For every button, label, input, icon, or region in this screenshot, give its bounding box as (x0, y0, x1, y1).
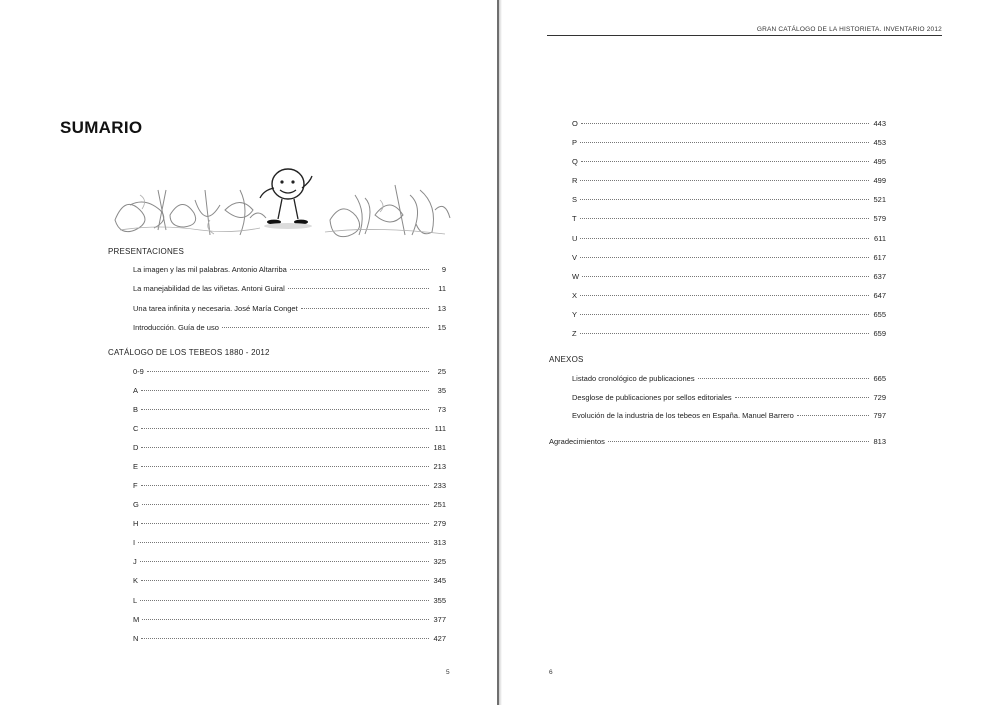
toc-entry[interactable] (572, 214, 886, 225)
toc-entry-label: Y (572, 310, 578, 319)
toc-entry-page: 655 (873, 310, 886, 319)
toc-entry-page: 427 (433, 634, 446, 643)
dot-leader (141, 466, 429, 467)
toc-entry[interactable] (133, 405, 446, 416)
section-heading-catalogo: CATÁLOGO DE LOS TEBEOS 1880 - 2012 (108, 348, 270, 357)
toc-entry-page: 25 (437, 367, 446, 376)
toc-entry[interactable] (572, 176, 886, 187)
toc-entry-page: 659 (873, 329, 886, 338)
toc-entry[interactable] (572, 291, 886, 302)
dot-leader (581, 161, 869, 162)
toc-entry-page: 111 (434, 424, 446, 433)
dot-leader (142, 619, 429, 620)
toc-entry-label: J (133, 557, 137, 566)
toc-entry-label: V (572, 253, 578, 262)
toc-entry-label: N (133, 634, 139, 643)
toc-entry[interactable] (572, 310, 886, 321)
toc-entry-label: K (133, 576, 139, 585)
toc-entry[interactable] (572, 329, 886, 340)
dot-leader (301, 308, 429, 309)
toc-entry[interactable] (572, 234, 886, 245)
toc-entry-label: G (133, 500, 139, 509)
toc-entry-page: 617 (873, 253, 886, 262)
dot-leader (222, 327, 429, 328)
toc-entry-page: 13 (437, 304, 446, 313)
toc-entry-label: X (572, 291, 578, 300)
toc-entry[interactable] (133, 284, 446, 295)
toc-entry-page: 647 (873, 291, 886, 300)
toc-entry-label: P (572, 138, 578, 147)
toc-entry-label: O (572, 119, 578, 128)
toc-entry-label: Q (572, 157, 578, 166)
dot-leader (580, 238, 869, 239)
toc-entry-label: Desglose de publicaciones por sellos editoriales (572, 393, 732, 402)
toc-entry[interactable] (133, 500, 446, 511)
toc-entry-label: U (572, 234, 578, 243)
dot-leader (582, 276, 869, 277)
toc-entry[interactable] (133, 443, 446, 454)
toc-entry-page: 325 (433, 557, 446, 566)
toc-entry[interactable] (572, 119, 886, 130)
toc-entry-label: R (572, 176, 578, 185)
toc-entry-page: 355 (433, 596, 446, 605)
toc-entry-label: C (133, 424, 139, 433)
toc-entry[interactable] (133, 538, 446, 549)
dot-leader (580, 295, 869, 296)
dot-leader (290, 269, 429, 270)
toc-entry[interactable] (133, 615, 446, 626)
toc-entry[interactable] (133, 386, 446, 397)
toc-entry-page: 251 (433, 500, 446, 509)
dot-leader (797, 415, 869, 416)
toc-entry-label: Evolución de la industria de los tebeos en España. Manuel Barrero (572, 411, 794, 420)
toc-entry[interactable] (133, 557, 446, 568)
toc-entry-label: F (133, 481, 138, 490)
toc-entry-label: 0-9 (133, 367, 144, 376)
dot-leader (138, 542, 429, 543)
toc-entry-page: 813 (873, 437, 886, 446)
page-number: 5 (446, 669, 450, 676)
section-heading-anexos: ANEXOS (549, 355, 584, 364)
toc-entry[interactable] (572, 411, 886, 422)
toc-entry-page: 313 (433, 538, 446, 547)
toc-entry[interactable] (572, 272, 886, 283)
toc-entry-page: 213 (433, 462, 446, 471)
toc-entry-label: T (572, 214, 577, 223)
toc-entry[interactable] (133, 481, 446, 492)
toc-entry-page: 611 (874, 234, 886, 243)
dot-leader (580, 199, 869, 200)
toc-entry[interactable] (572, 195, 886, 206)
toc-entry-acknowledgements[interactable] (549, 437, 886, 448)
dot-leader (141, 580, 429, 581)
toc-entry[interactable] (133, 596, 446, 607)
right-page (502, 0, 1000, 705)
dot-leader (140, 600, 429, 601)
toc-entry[interactable] (572, 393, 886, 404)
dot-leader (580, 314, 869, 315)
dot-leader (147, 371, 429, 372)
toc-entry[interactable] (133, 265, 446, 276)
toc-entry-page: 729 (873, 393, 886, 402)
header-rule (547, 35, 942, 36)
toc-entry-label: H (133, 519, 139, 528)
dot-leader (141, 447, 429, 448)
toc-entry[interactable] (133, 424, 446, 435)
toc-entry-page: 521 (873, 195, 886, 204)
dot-leader (140, 561, 429, 562)
dot-leader (141, 485, 429, 486)
cartoon-illustration (110, 160, 452, 242)
dot-leader (288, 288, 429, 289)
toc-entry-page: 637 (873, 272, 886, 281)
dot-leader (141, 409, 429, 410)
toc-entry-page: 73 (437, 405, 446, 414)
toc-entry-page: 233 (433, 481, 446, 490)
page-number: 6 (549, 669, 553, 676)
toc-entry[interactable] (572, 157, 886, 168)
toc-entry-label: D (133, 443, 139, 452)
toc-entry-label: S (572, 195, 578, 204)
toc-entry-page: 579 (873, 214, 886, 223)
toc-entry-label: Agradecimientos (549, 437, 605, 446)
toc-entry-page: 453 (873, 138, 886, 147)
dot-leader (141, 428, 429, 429)
dot-leader (142, 504, 429, 505)
dot-leader (580, 218, 869, 219)
toc-entry-page: 11 (438, 284, 446, 293)
toc-entry[interactable] (572, 374, 886, 385)
dot-leader (580, 333, 869, 334)
toc-entry-label: M (133, 615, 140, 624)
section-heading-presentaciones: PRESENTACIONES (108, 247, 184, 256)
toc-entry-label: B (133, 405, 139, 414)
toc-entry[interactable] (133, 634, 446, 645)
toc-entry-page: 345 (433, 576, 446, 585)
dot-leader (580, 257, 869, 258)
dot-leader (141, 638, 429, 639)
toc-entry[interactable] (572, 253, 886, 264)
toc-entry-page: 9 (441, 265, 446, 274)
toc-entry-page: 15 (437, 323, 446, 332)
toc-entry-label: I (133, 538, 136, 547)
left-page (0, 0, 497, 705)
toc-entry-label: A (133, 386, 139, 395)
toc-entry[interactable] (133, 462, 446, 473)
toc-entry[interactable] (133, 576, 446, 587)
toc-entry-label: Introducción. Guía de uso (133, 323, 219, 332)
toc-entry-label: La manejabilidad de las viñetas. Antoni Guiral (133, 284, 285, 293)
toc-entry-label: E (133, 462, 139, 471)
toc-entry-page: 797 (873, 411, 886, 420)
dot-leader (581, 123, 869, 124)
running-head: GRAN CATÁLOGO DE LA HISTORIETA. INVENTARIO 2012 (756, 26, 942, 33)
dot-leader (141, 523, 429, 524)
toc-entry[interactable] (133, 519, 446, 530)
dot-leader (735, 397, 869, 398)
toc-entry-label: W (572, 272, 580, 281)
page-title: SUMARIO (60, 118, 143, 137)
toc-entry-page: 495 (873, 157, 886, 166)
toc-entry-page: 499 (873, 176, 886, 185)
toc-entry-page: 377 (433, 615, 446, 624)
dot-leader (580, 142, 869, 143)
dot-leader (141, 390, 429, 391)
dot-leader (698, 378, 869, 379)
toc-entry-label: Una tarea infinita y necesaria. José María Conget (133, 304, 298, 313)
dot-leader (608, 441, 869, 442)
toc-entry-label: Z (572, 329, 577, 338)
toc-entry-page: 181 (433, 443, 446, 452)
toc-entry-label: La imagen y las mil palabras. Antonio Altarriba (133, 265, 287, 274)
toc-entry[interactable] (133, 323, 446, 334)
toc-entry[interactable] (133, 304, 446, 315)
toc-entry-label: Listado cronológico de publicaciones (572, 374, 695, 383)
toc-entry[interactable] (572, 138, 886, 149)
toc-entry[interactable] (133, 367, 446, 378)
toc-entry-label: L (133, 596, 138, 605)
toc-entry-page: 665 (873, 374, 886, 383)
toc-entry-page: 35 (437, 386, 446, 395)
dot-leader (580, 180, 869, 181)
toc-entry-page: 443 (873, 119, 886, 128)
toc-entry-page: 279 (433, 519, 446, 528)
